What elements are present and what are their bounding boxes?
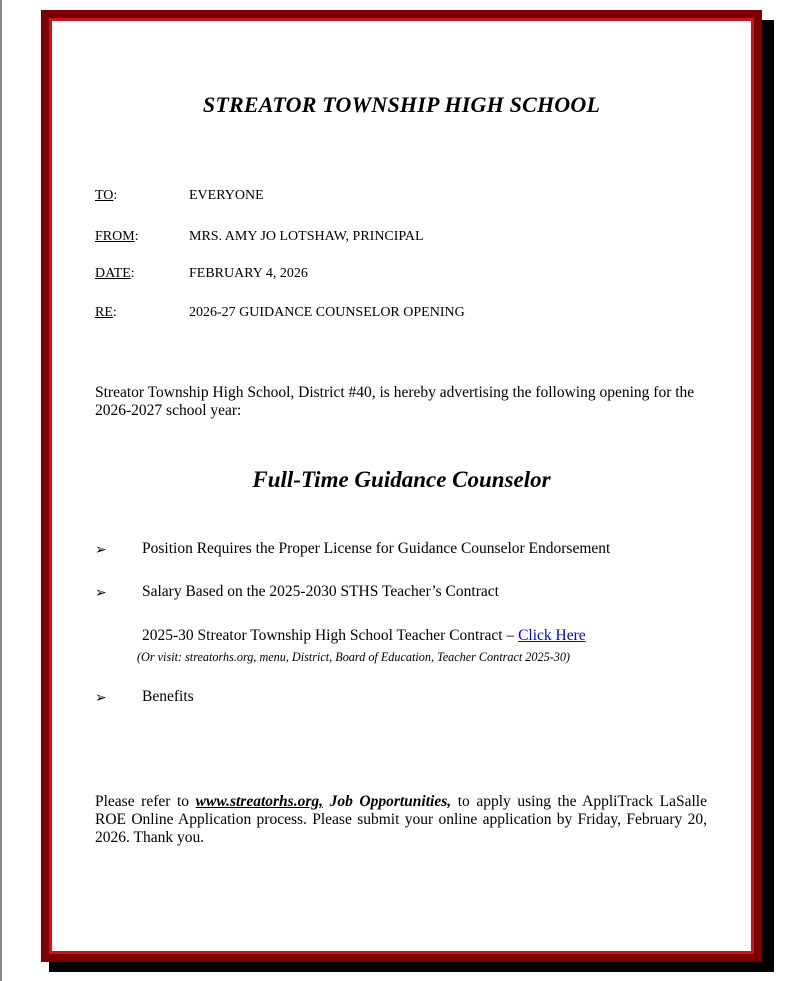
contract-line [142,627,586,645]
memo-from-value: MRS. AMY JO LOTSHAW, PRINCIPAL [189,229,424,244]
memo-date-value: FEBRUARY 4, 2026 [189,266,308,281]
school-name-heading: STREATOR TOWNSHIP HIGH SCHOOL [202,92,601,117]
apply-text-body: to apply using the AppliTrack LaSalle ROE Online Application process. Please submit your online application by Friday, February 20, 2026. Thank you. [95,793,707,846]
bullet-marker: ➢ [95,586,107,601]
intro-paragraph: Streator Township High School, District #40, is hereby advertising the following opening for the 2026-2027 school year: [95,384,695,419]
position-title: Full-Time Guidance Counselor [252,467,551,492]
contract-click-here-link[interactable]: Click Here [518,627,586,644]
apply-paragraph [95,793,707,847]
apply-text-intro: Please refer to [95,793,196,810]
contract-note: (Or visit: streatorhs.org, menu, District, Board of Education, Teacher Contract 2025-30) [137,650,570,664]
bullet-marker: ➢ [95,543,107,558]
bullet-marker: ➢ [95,691,107,706]
website-link[interactable]: www.streatorhs.org, [195,793,323,810]
page-edge-rule [0,0,2,981]
bullet-salary: Salary Based on the 2025-2030 STHS Teacher’s Contract [142,583,499,600]
memo-from-label: FROM: [95,229,139,244]
bullet-license-requirement: Position Requires the Proper License for Guidance Counselor Endorsement [142,540,611,557]
memo-to-value: EVERYONE [189,188,264,203]
bullet-benefits: Benefits [142,688,194,705]
memo-date-label: DATE: [95,266,135,281]
memo-re-label: RE: [95,305,117,320]
contract-text: 2025-30 Streator Township High School Teacher Contract – [142,627,519,644]
job-opportunities-text: Job Opportunities, [322,793,452,810]
memo-to-label: TO: [95,188,118,203]
memo-re-value: 2026-27 GUIDANCE COUNSELOR OPENING [189,305,465,320]
